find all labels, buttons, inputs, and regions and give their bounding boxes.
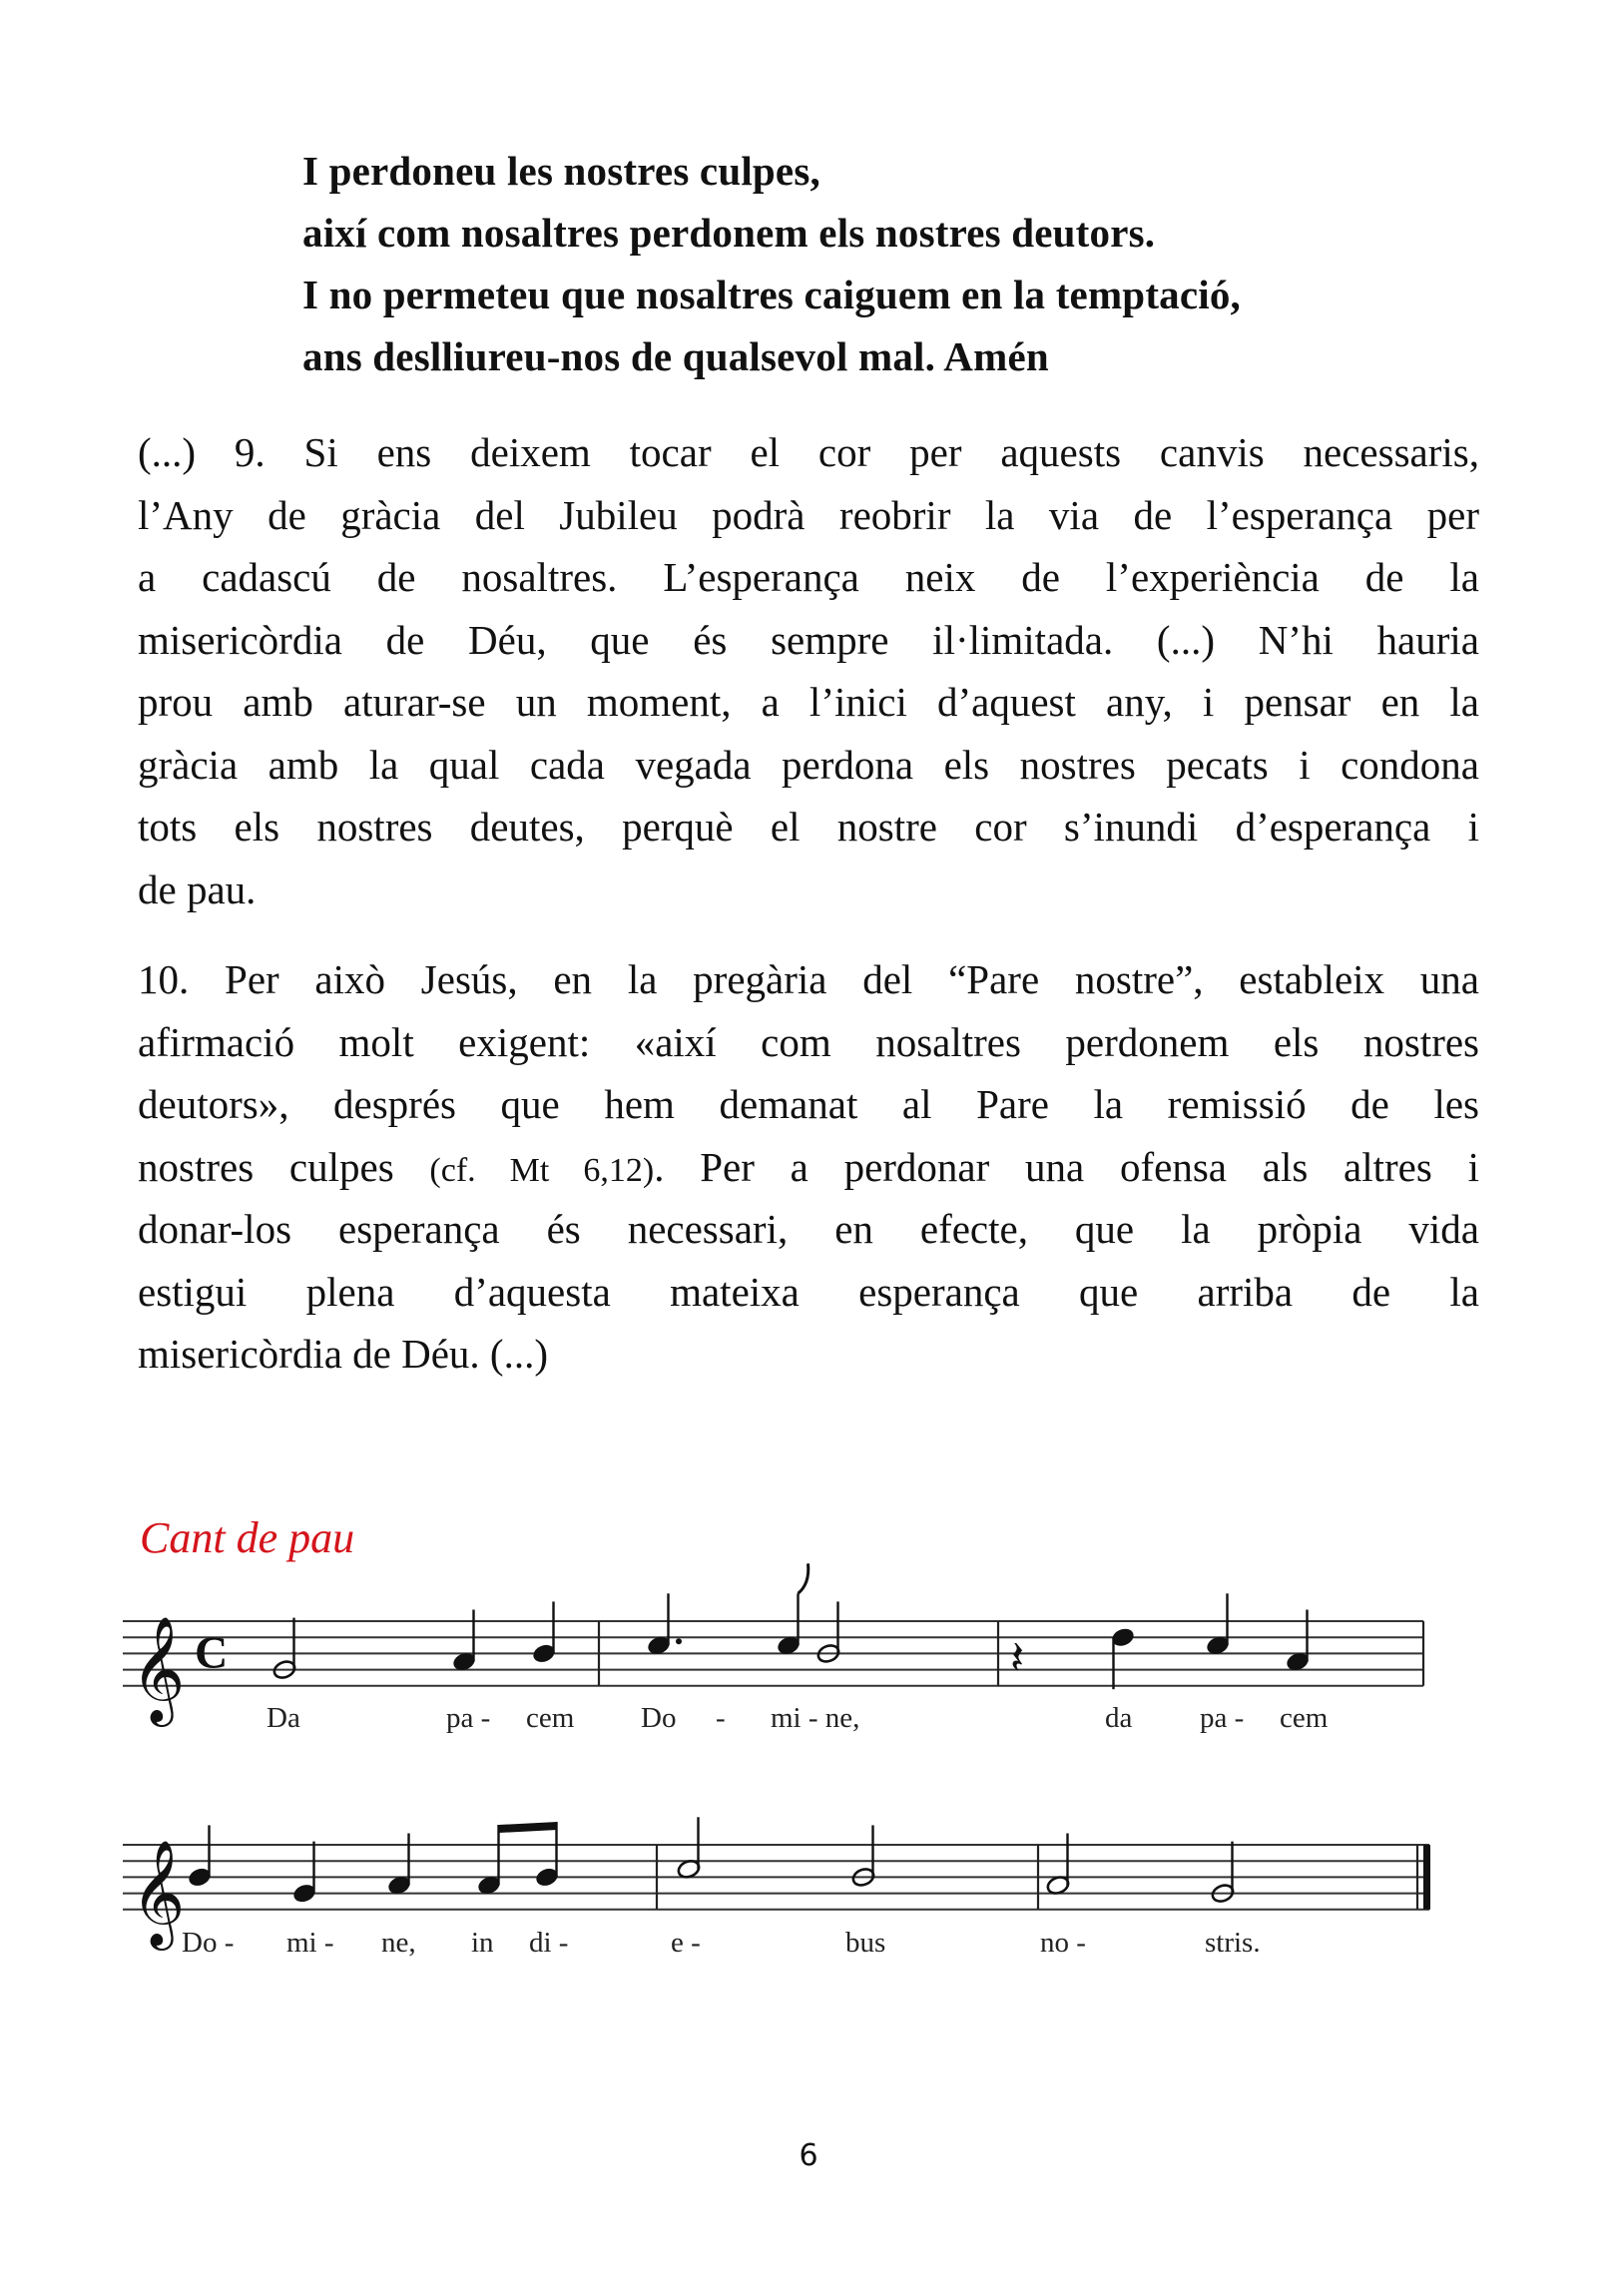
lyric-syllable: Do - [182, 1927, 235, 1959]
prayer-line: així com nosaltres perdonem els nostres deutors. [302, 210, 1156, 256]
lyric-syllable: e - [671, 1927, 701, 1959]
lyric-syllable: bus [845, 1927, 886, 1959]
lyric-syllable: mi - ne, [771, 1702, 860, 1734]
prayer-line: I no permeteu que nosaltres caiguem en la temptació, [302, 272, 1242, 317]
lyric-syllable: ne, [381, 1927, 416, 1959]
text-segment: . Per a perdonar una ofensa als altres i [654, 1143, 1479, 1190]
lyric-syllable: cem [526, 1702, 575, 1734]
text-segment: nostres culpes [138, 1143, 430, 1190]
text-line: gràcia amb la qual cada vegada perdona els nostres pecats i condona [138, 741, 1479, 788]
lyric-syllable: no - [1040, 1927, 1086, 1959]
text-line: estigui plena d’aquesta mateixa esperança que arriba de la [138, 1268, 1479, 1315]
lyric-syllable: Da [267, 1702, 300, 1734]
text-line: tots els nostres deutes, perquè el nostre cor s’inundi d’esperança i [138, 804, 1479, 850]
text-line: deutors», després que hem demanat al Pare la remissió de les [138, 1081, 1479, 1127]
lyric-syllable: da [1105, 1702, 1133, 1734]
lyric-syllable: Do [641, 1702, 677, 1734]
treble-clef-icon: 𝄞 [131, 1838, 186, 1946]
note-dot [676, 1638, 682, 1644]
text-line: de pau. [138, 865, 257, 912]
text-line: misericòrdia de Déu, que és sempre il·limitada. (...) N’hi hauria [138, 616, 1479, 663]
lyric-hyphen: - [716, 1702, 726, 1734]
text-line: (...) 9. Si ens deixem tocar el cor per aquests canvis necessaris, [138, 429, 1479, 475]
staff-system [123, 1563, 1423, 1734]
text-line: donar-los esperança és necessari, en efecte, que la pròpia vida [138, 1206, 1479, 1252]
lyric-syllable: mi - [286, 1927, 334, 1959]
treble-clef-icon: 𝄞 [131, 1614, 186, 1722]
lyric-syllable: cem [1280, 1702, 1329, 1734]
page-number: 6 [799, 2138, 818, 2173]
lyric-syllable: stris. [1205, 1927, 1261, 1959]
lyric-syllable: in [471, 1927, 494, 1959]
bible-citation: (cf. Mt 6,12) [429, 1151, 655, 1189]
lyric-syllable: pa - [1200, 1702, 1245, 1734]
text-line: prou amb aturar-se un moment, a l’inici d’aquest any, i pensar en la [138, 679, 1479, 725]
note-flag [799, 1563, 808, 1593]
text-line: l’Any de gràcia del Jubileu podrà reobrir la via de l’esperança per [138, 491, 1479, 538]
prayer-line: ans deslliureu-nos de qualsevol mal. Amén [302, 333, 1049, 379]
text-line: misericòrdia de Déu. (...) [138, 1331, 548, 1377]
lyric-syllable: di - [529, 1927, 569, 1959]
text-line: afirmació molt exigent: «així com nosaltres perdonem els nostres [138, 1018, 1479, 1065]
staff-system [123, 1817, 1430, 1959]
text-line: a cadascú de nosaltres. L’esperança neix de l’experiència de la [138, 554, 1479, 600]
time-signature: C [195, 1626, 229, 1678]
prayer-line: I perdoneu les nostres culpes, [302, 148, 820, 194]
quarter-rest: 𝄽 [1010, 1630, 1025, 1685]
lyric-syllable: pa - [446, 1702, 491, 1734]
note-beam [499, 1822, 558, 1833]
final-barline [1423, 1845, 1430, 1910]
song-title: Cant de pau [140, 1513, 355, 1562]
text-line: 10. Per això Jesús, en la pregària del “Pare nostre”, estableix una [138, 956, 1479, 1002]
